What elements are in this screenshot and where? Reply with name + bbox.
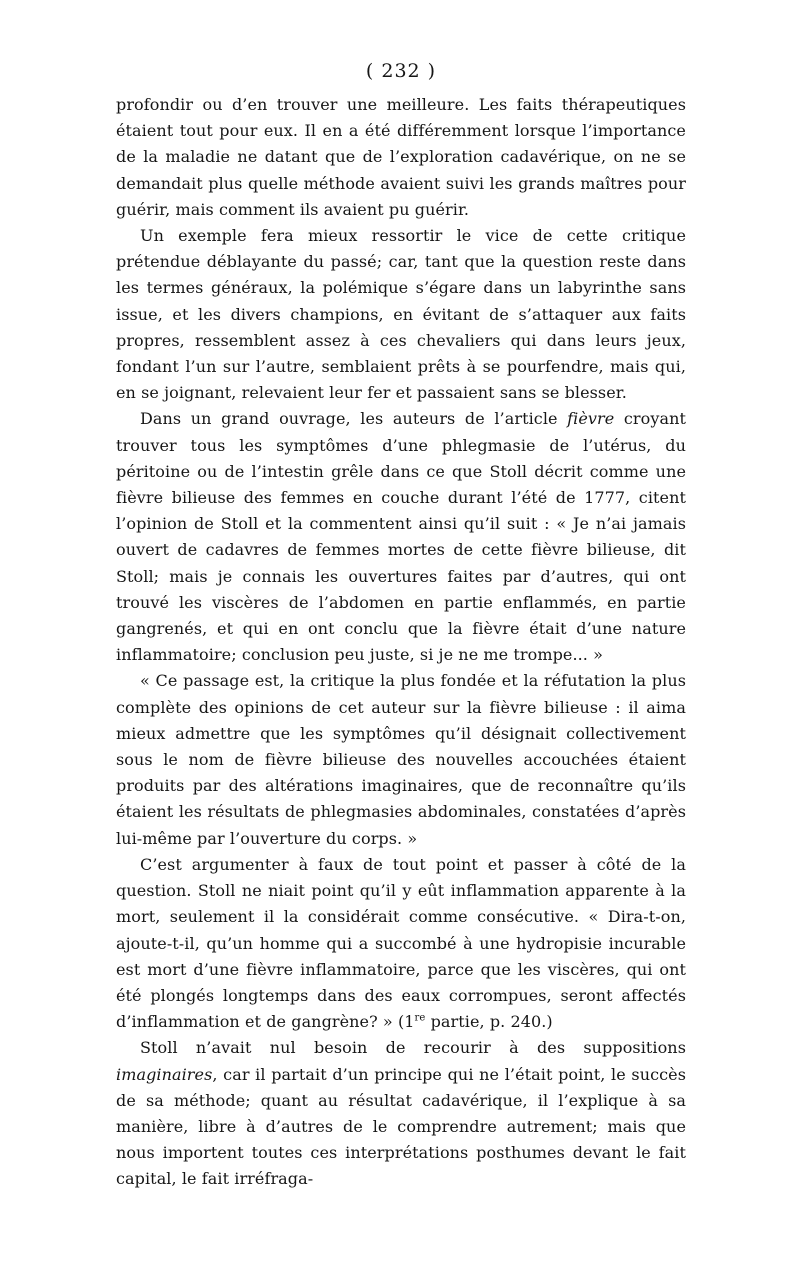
- paragraph-4: [116, 668, 686, 851]
- paragraph-1: [116, 92, 686, 223]
- paragraph-5: [116, 852, 686, 1035]
- paragraph-3-before: Dans un grand ouvrage, les auteurs de l’article: [140, 409, 568, 429]
- paragraph-1-text: profondir ou d’en trouver une meilleure. Les faits thérapeutiques étaient tout pour eux. Il en a été différemment lorsque l’importance de la maladie ne datant que de l’exploration cadavérique, on ne se demandait plus quelle méthode avaient suivi les grands maîtres pour guérir, mais comment ils avaient pu guérir.: [116, 95, 686, 219]
- paragraph-5-superscript: re: [414, 1012, 426, 1024]
- page-body: [116, 92, 686, 1193]
- paragraph-6-italic: imaginaires: [116, 1064, 213, 1084]
- page-number: ( 232 ): [365, 60, 437, 82]
- paragraph-6: [116, 1035, 686, 1192]
- paragraph-3-italic: fièvre: [567, 409, 615, 429]
- paragraph-5-before: C’est argumenter à faux de tout point et passer à côté de la question. Stoll ne niait point qu’il y eût inflammation apparente à la mort, seulement il la considérait comme consécutive. « Dira-t-on, ajoute-t-il, qu’un homme qui a succombé à une hydropisie incurable est mort d’une fièvre inflammatoire, parce que les viscères, qui ont été plongés longtemps dans des eaux corrompues, seront affectés d’inflammation et de gangrène? » (1: [116, 854, 686, 1032]
- book-page: [116, 56, 686, 1193]
- paragraph-3: [116, 406, 686, 668]
- paragraph-2-text: Un exemple fera mieux ressortir le vice de cette critique prétendue déblayante du passé; car, tant que la question reste dans les termes généraux, la polémique s’égare dans un labyrinthe sans issue, et les divers champions, en évitant de s’attaquer aux faits propres, ressemblent assez à ces chevaliers qui dans leurs jeux, fondant l’un sur l’autre, semblaient prêts à se pourfendre, mais qui, en se joignant, relevaient leur fer et passaient sans se blesser.: [116, 226, 686, 403]
- paragraph-3-after: croyant trouver tous les symptômes d’une phlegmasie de l’utérus, du péritoine ou de l’intestin grêle dans ce que Stoll décrit comme une fièvre bilieuse des femmes en couche durant l’été de 1777, citent l’opinion de Stoll et la commentent ainsi qu’il suit : « Je n’ai jamais ouvert de cadavres de femmes mortes de cette fièvre bilieuse, dit Stoll; mais je connais les ouvertures faites par d’autres, qui ont trouvé les viscères de l’abdomen en partie enflammés, en partie gangrenés, et qui en ont conclu que la fièvre était d’une nature inflammatoire; conclusion peu juste, si je ne me trompe... »: [116, 409, 687, 665]
- paragraph-6-after: , car il partait d’un principe qui ne l’était point, le succès de sa méthode; quant au résultat cadavérique, il l’explique à sa manière, libre à d’autres de le comprendre autrement; mais que nous importent toutes ces interprétations posthumes devant le fait capital, le fait irréfraga-: [116, 1064, 686, 1189]
- paragraph-4-text: « Ce passage est, la critique la plus fondée et la réfutation la plus complète des opinions de cet auteur sur la fièvre bilieuse : il aima mieux admettre que les symptômes qu’il désignait collectivement sous le nom de fièvre bilieuse des nouvelles accouchées étaient produits par des altérations imaginaires, que de reconnaître qu’ils étaient les résultats de phlegmasies abdominales, constatées d’après lui-même par l’ouverture du corps. »: [116, 671, 686, 848]
- paragraph-5-after: partie, p. 240.): [425, 1012, 553, 1032]
- paragraph-6-before: Stoll n’avait nul besoin de recourir à des suppositions: [140, 1038, 686, 1058]
- paragraph-2: [116, 223, 686, 406]
